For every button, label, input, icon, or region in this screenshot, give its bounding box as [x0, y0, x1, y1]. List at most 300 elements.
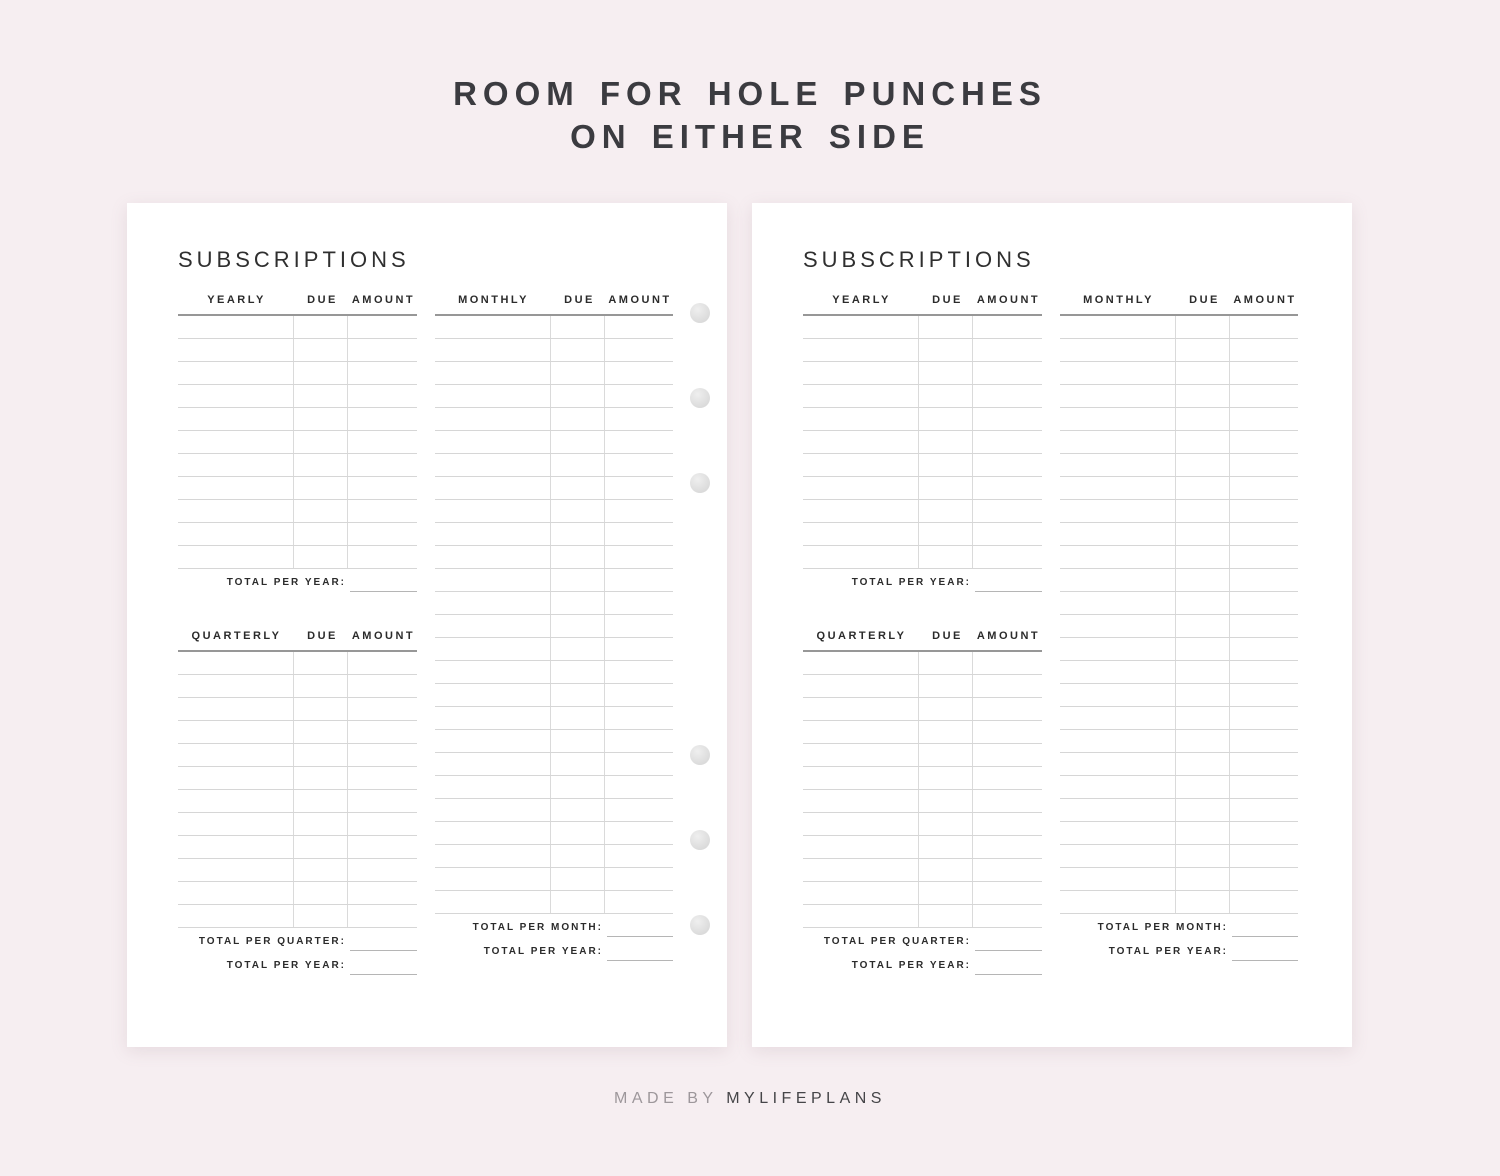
name-cell: [435, 454, 551, 476]
name-cell: [435, 753, 551, 775]
name-cell: [178, 905, 294, 927]
due-cell: [919, 675, 973, 697]
monthly-table-header: [1060, 294, 1298, 316]
table-row: [803, 859, 1042, 882]
table-row: [435, 730, 673, 753]
table-row: [803, 836, 1042, 859]
table-row: [178, 882, 417, 905]
table-row: [435, 339, 673, 362]
name-cell: [435, 477, 551, 499]
name-cell: [435, 684, 551, 706]
table-row: [1060, 730, 1298, 753]
table-row: [1060, 477, 1298, 500]
amount-cell: [973, 431, 1042, 453]
due-cell: [1176, 868, 1230, 890]
due-cell: [919, 546, 973, 568]
name-cell: [1060, 339, 1176, 361]
table-row: [178, 477, 417, 500]
name-cell: [435, 362, 551, 384]
table-row: [178, 500, 417, 523]
amount-cell: [1230, 753, 1298, 775]
table-row: [178, 790, 417, 813]
table-row: [803, 500, 1042, 523]
due-cell: [294, 744, 348, 766]
due-cell: [551, 799, 605, 821]
amount-cell: [973, 523, 1042, 545]
amount-cell: [348, 316, 417, 338]
amount-cell: [348, 408, 417, 430]
name-cell: [1060, 477, 1176, 499]
name-cell: [803, 362, 919, 384]
name-cell: [178, 652, 294, 674]
yearly-table-body: [178, 316, 417, 569]
amount-cell: [1230, 500, 1298, 522]
name-cell: [435, 523, 551, 545]
due-cell: [551, 316, 605, 338]
due-cell: [551, 661, 605, 683]
due-cell: [551, 546, 605, 568]
total-per-quarter-row: [803, 932, 1042, 951]
name-cell: [803, 836, 919, 858]
column-header-quarterly: QUARTERLY: [816, 630, 907, 642]
total-per-year-row: [803, 956, 1042, 975]
name-cell: [803, 698, 919, 720]
name-cell: [178, 454, 294, 476]
name-cell: [178, 431, 294, 453]
name-cell: [1060, 569, 1176, 591]
amount-cell: [1230, 707, 1298, 729]
due-cell: [1176, 477, 1230, 499]
amount-cell: [1230, 523, 1298, 545]
table-row: [1060, 546, 1298, 569]
amount-cell: [605, 707, 673, 729]
table-row: [178, 523, 417, 546]
table-row: [1060, 385, 1298, 408]
table-row: [803, 408, 1042, 431]
table-row: [803, 790, 1042, 813]
name-cell: [803, 431, 919, 453]
amount-cell: [605, 546, 673, 568]
total-per-year-row: [1060, 942, 1298, 961]
name-cell: [178, 385, 294, 407]
table-row: [178, 813, 417, 836]
name-cell: [803, 523, 919, 545]
amount-cell: [973, 859, 1042, 881]
due-cell: [551, 615, 605, 637]
due-cell: [919, 652, 973, 674]
amount-cell: [605, 845, 673, 867]
name-cell: [178, 316, 294, 338]
due-cell: [1176, 615, 1230, 637]
name-cell: [178, 882, 294, 904]
amount-cell: [605, 822, 673, 844]
table-row: [803, 431, 1042, 454]
amount-cell: [1230, 776, 1298, 798]
due-cell: [294, 362, 348, 384]
table-row: [1060, 822, 1298, 845]
name-cell: [435, 822, 551, 844]
total-per-year-label: TOTAL PER YEAR:: [851, 577, 971, 588]
table-row: [435, 431, 673, 454]
yearly-table-header: [178, 294, 417, 316]
name-cell: [1060, 546, 1176, 568]
total-per-year-label: TOTAL PER YEAR:: [851, 960, 971, 971]
total-blank-line: [1232, 942, 1298, 961]
column-header-due: DUE: [307, 630, 338, 642]
name-cell: [435, 316, 551, 338]
table-row: [1060, 753, 1298, 776]
due-cell: [551, 454, 605, 476]
page-title: [0, 72, 1500, 158]
name-cell: [1060, 891, 1176, 913]
due-cell: [551, 431, 605, 453]
due-cell: [551, 592, 605, 614]
total-blank-line: [607, 918, 673, 937]
due-cell: [551, 408, 605, 430]
table-row: [435, 523, 673, 546]
amount-cell: [348, 882, 417, 904]
amount-cell: [1230, 822, 1298, 844]
name-cell: [803, 477, 919, 499]
total-per-year-row: [178, 573, 417, 592]
column-header-amount: AMOUNT: [351, 294, 416, 306]
due-cell: [1176, 799, 1230, 821]
name-cell: [1060, 799, 1176, 821]
table-row: [178, 767, 417, 790]
total-blank-line: [607, 942, 673, 961]
name-cell: [435, 385, 551, 407]
due-cell: [1176, 730, 1230, 752]
amount-cell: [348, 546, 417, 568]
table-row: [803, 767, 1042, 790]
quarterly-table-header: [178, 630, 417, 652]
name-cell: [1060, 500, 1176, 522]
name-cell: [803, 675, 919, 697]
hole-punch-icon: [690, 303, 710, 323]
amount-cell: [973, 500, 1042, 522]
table-row: [1060, 523, 1298, 546]
total-blank-line: [350, 573, 417, 592]
due-cell: [551, 339, 605, 361]
name-cell: [178, 698, 294, 720]
due-cell: [919, 454, 973, 476]
table-row: [803, 362, 1042, 385]
due-cell: [1176, 408, 1230, 430]
due-cell: [551, 569, 605, 591]
name-cell: [178, 500, 294, 522]
table-row: [435, 316, 673, 339]
due-cell: [919, 813, 973, 835]
amount-cell: [973, 836, 1042, 858]
table-row: [178, 859, 417, 882]
column-header-monthly: MONTHLY: [458, 294, 529, 306]
amount-cell: [605, 316, 673, 338]
amount-cell: [605, 431, 673, 453]
name-cell: [178, 523, 294, 545]
table-row: [178, 408, 417, 431]
table-row: [178, 905, 417, 928]
due-cell: [294, 339, 348, 361]
table-row: [178, 546, 417, 569]
amount-cell: [973, 790, 1042, 812]
amount-cell: [1230, 592, 1298, 614]
due-cell: [294, 698, 348, 720]
name-cell: [435, 661, 551, 683]
due-cell: [294, 675, 348, 697]
name-cell: [803, 859, 919, 881]
table-row: [178, 339, 417, 362]
table-row: [435, 569, 673, 592]
hole-punch-icon: [690, 830, 710, 850]
due-cell: [919, 316, 973, 338]
amount-cell: [348, 767, 417, 789]
amount-cell: [348, 675, 417, 697]
column-header-due: DUE: [307, 294, 338, 306]
amount-cell: [1230, 799, 1298, 821]
name-cell: [1060, 316, 1176, 338]
name-cell: [803, 790, 919, 812]
amount-cell: [973, 546, 1042, 568]
total-blank-line: [975, 573, 1042, 592]
total-per-year-row: [178, 956, 417, 975]
due-cell: [294, 431, 348, 453]
amount-cell: [1230, 661, 1298, 683]
amount-cell: [605, 776, 673, 798]
name-cell: [435, 730, 551, 752]
due-cell: [919, 905, 973, 927]
name-cell: [178, 546, 294, 568]
amount-cell: [1230, 569, 1298, 591]
monthly-table: [1060, 294, 1298, 961]
table-row: [1060, 891, 1298, 914]
due-cell: [551, 845, 605, 867]
amount-cell: [348, 362, 417, 384]
name-cell: [435, 799, 551, 821]
amount-cell: [973, 454, 1042, 476]
total-blank-line: [1232, 918, 1298, 937]
amount-cell: [605, 799, 673, 821]
table-row: [803, 905, 1042, 928]
table-row: [435, 661, 673, 684]
name-cell: [435, 638, 551, 660]
due-cell: [1176, 684, 1230, 706]
amount-cell: [605, 684, 673, 706]
table-row: [1060, 638, 1298, 661]
table-row: [178, 744, 417, 767]
name-cell: [435, 431, 551, 453]
name-cell: [803, 454, 919, 476]
name-cell: [178, 675, 294, 697]
due-cell: [551, 638, 605, 660]
due-cell: [294, 385, 348, 407]
total-per-quarter-row: [178, 932, 417, 951]
amount-cell: [1230, 546, 1298, 568]
yearly-table: [178, 294, 417, 592]
name-cell: [803, 744, 919, 766]
name-cell: [435, 845, 551, 867]
table-row: [435, 776, 673, 799]
amount-cell: [1230, 408, 1298, 430]
total-blank-line: [350, 932, 417, 951]
amount-cell: [348, 652, 417, 674]
due-cell: [1176, 753, 1230, 775]
name-cell: [1060, 845, 1176, 867]
amount-cell: [1230, 891, 1298, 913]
total-per-month-row: [435, 918, 673, 937]
name-cell: [178, 408, 294, 430]
table-row: [803, 882, 1042, 905]
due-cell: [551, 500, 605, 522]
total-per-year-row: [435, 942, 673, 961]
planner-pages: [127, 203, 1352, 1047]
due-cell: [294, 408, 348, 430]
total-blank-line: [350, 956, 417, 975]
amount-cell: [605, 592, 673, 614]
total-per-month-label: TOTAL PER MONTH:: [1097, 922, 1228, 933]
table-row: [1060, 408, 1298, 431]
due-cell: [294, 523, 348, 545]
amount-cell: [605, 730, 673, 752]
due-cell: [551, 707, 605, 729]
due-cell: [551, 684, 605, 706]
table-row: [1060, 454, 1298, 477]
name-cell: [178, 859, 294, 881]
name-cell: [1060, 362, 1176, 384]
yearly-table-header: [803, 294, 1042, 316]
yearly-table: [803, 294, 1042, 592]
due-cell: [1176, 638, 1230, 660]
table-row: [435, 868, 673, 891]
due-cell: [551, 730, 605, 752]
name-cell: [803, 408, 919, 430]
name-cell: [1060, 822, 1176, 844]
monthly-table-body: [435, 316, 673, 914]
amount-cell: [1230, 339, 1298, 361]
table-row: [435, 454, 673, 477]
amount-cell: [973, 316, 1042, 338]
amount-cell: [348, 454, 417, 476]
total-per-year-row: [803, 573, 1042, 592]
amount-cell: [973, 698, 1042, 720]
name-cell: [1060, 615, 1176, 637]
amount-cell: [348, 859, 417, 881]
column-header-amount: AMOUNT: [351, 630, 416, 642]
amount-cell: [1230, 431, 1298, 453]
due-cell: [919, 767, 973, 789]
due-cell: [919, 790, 973, 812]
name-cell: [178, 477, 294, 499]
due-cell: [551, 868, 605, 890]
column-header-amount: AMOUNT: [976, 294, 1041, 306]
name-cell: [803, 546, 919, 568]
name-cell: [435, 615, 551, 637]
table-row: [435, 822, 673, 845]
amount-cell: [605, 638, 673, 660]
table-row: [1060, 684, 1298, 707]
name-cell: [435, 592, 551, 614]
name-cell: [178, 767, 294, 789]
due-cell: [294, 652, 348, 674]
table-row: [435, 592, 673, 615]
amount-cell: [973, 339, 1042, 361]
table-row: [803, 652, 1042, 675]
amount-cell: [605, 523, 673, 545]
due-cell: [919, 385, 973, 407]
due-cell: [919, 408, 973, 430]
name-cell: [1060, 684, 1176, 706]
table-row: [178, 698, 417, 721]
name-cell: [1060, 385, 1176, 407]
table-row: [803, 339, 1042, 362]
amount-cell: [973, 767, 1042, 789]
quarterly-table: [803, 630, 1042, 975]
name-cell: [1060, 638, 1176, 660]
table-row: [1060, 362, 1298, 385]
due-cell: [1176, 431, 1230, 453]
sheet-title: SUBSCRIPTIONS: [178, 247, 410, 272]
table-row: [1060, 500, 1298, 523]
due-cell: [551, 477, 605, 499]
amount-cell: [973, 882, 1042, 904]
column-header-amount: AMOUNT: [608, 294, 672, 306]
due-cell: [1176, 707, 1230, 729]
name-cell: [1060, 753, 1176, 775]
column-header-monthly: MONTHLY: [1083, 294, 1154, 306]
amount-cell: [1230, 868, 1298, 890]
table-row: [1060, 316, 1298, 339]
amount-cell: [1230, 454, 1298, 476]
due-cell: [1176, 316, 1230, 338]
total-per-year-label: TOTAL PER YEAR:: [226, 577, 346, 588]
table-row: [435, 385, 673, 408]
due-cell: [294, 882, 348, 904]
due-cell: [1176, 500, 1230, 522]
table-row: [1060, 868, 1298, 891]
amount-cell: [348, 477, 417, 499]
name-cell: [178, 721, 294, 743]
column-header-due: DUE: [1189, 294, 1220, 306]
amount-cell: [1230, 615, 1298, 637]
amount-cell: [1230, 362, 1298, 384]
name-cell: [803, 767, 919, 789]
due-cell: [551, 753, 605, 775]
table-row: [803, 698, 1042, 721]
table-row: [1060, 707, 1298, 730]
total-per-year-label: TOTAL PER YEAR:: [226, 960, 346, 971]
total-blank-line: [975, 956, 1042, 975]
column-header-yearly: YEARLY: [207, 294, 266, 306]
hole-punch-icon: [690, 915, 710, 935]
name-cell: [1060, 661, 1176, 683]
amount-cell: [973, 477, 1042, 499]
amount-cell: [973, 744, 1042, 766]
due-cell: [1176, 569, 1230, 591]
due-cell: [294, 721, 348, 743]
table-row: [803, 721, 1042, 744]
due-cell: [551, 776, 605, 798]
table-row: [178, 316, 417, 339]
amount-cell: [348, 905, 417, 927]
table-row: [435, 684, 673, 707]
amount-cell: [605, 385, 673, 407]
column-header-amount: AMOUNT: [976, 630, 1041, 642]
table-row: [178, 362, 417, 385]
due-cell: [294, 767, 348, 789]
page-title-line1: ROOM FOR HOLE PUNCHES: [453, 75, 1047, 112]
due-cell: [919, 477, 973, 499]
planner-sheet-left: [127, 203, 727, 1047]
total-per-month-label: TOTAL PER MONTH:: [472, 922, 603, 933]
